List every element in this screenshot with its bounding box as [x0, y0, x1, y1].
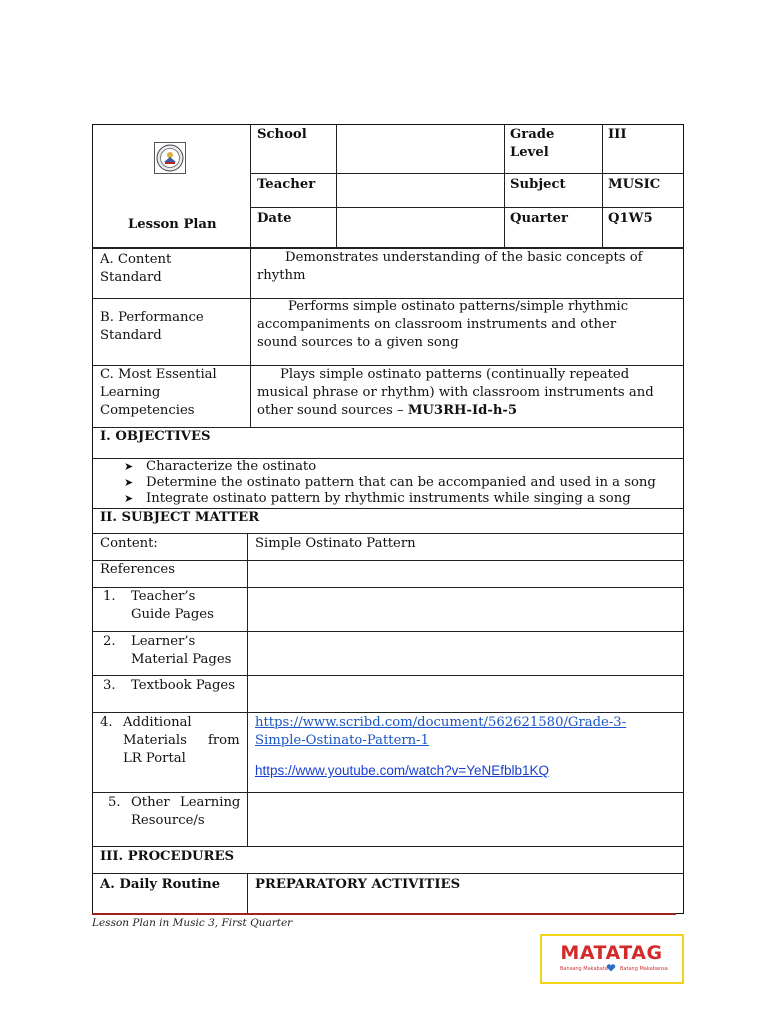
footer-text: Lesson Plan in Music 3, First Quarter: [92, 917, 293, 929]
content-standard-text-2: rhythm: [257, 268, 306, 283]
logo-tagline-right: Batang Makabansa: [620, 966, 668, 972]
melc-label-2: Learning: [100, 385, 161, 400]
scribd-link-continued[interactable]: Simple-Ostinato-Pattern-1: [255, 733, 430, 748]
olr-number: 5.: [108, 795, 121, 810]
col-divider: [247, 533, 248, 847]
col-divider: [250, 247, 251, 428]
col-divider: [247, 873, 248, 914]
additional-materials-from: from: [208, 733, 240, 748]
row-divider: [92, 873, 684, 874]
objective-item: ➤ Characterize the ostinato: [124, 459, 317, 474]
grade-label-level: Level: [510, 145, 549, 160]
row-divider: [92, 560, 684, 561]
content-standard-text: Demonstrates understanding of the basic concepts of: [285, 250, 643, 265]
objective-item: ➤ Determine the ostinato pattern that can be accompanied and used in a song: [124, 475, 656, 490]
subject-matter-heading: II. SUBJECT MATTER: [100, 510, 260, 525]
learners-material-label-2: Material Pages: [131, 652, 232, 667]
subject-label: Subject: [510, 177, 566, 192]
col-divider: [336, 124, 337, 248]
performance-standard-text: Performs simple ostinato patterns/simple rhythmic: [288, 299, 629, 314]
melc-label-3: Competencies: [100, 403, 195, 418]
arrow-bullet-icon: ➤: [124, 460, 134, 473]
other-learning-label-b: Learning: [180, 795, 241, 810]
performance-standard-text-2: accompaniments on classroom instruments and other: [257, 317, 617, 332]
am-number: 4.: [100, 715, 113, 730]
melc-label: C. Most Essential: [100, 367, 217, 382]
melc-text-3-prefix: other sound sources –: [257, 403, 408, 418]
teachers-guide-label-2: Guide Pages: [131, 607, 214, 622]
additional-materials-label: Additional: [123, 715, 192, 730]
youtube-link[interactable]: https://www.youtube.com/watch?v=YeNEfblb1KQ: [255, 763, 550, 778]
melc-text-3: [257, 402, 517, 420]
arrow-bullet-icon: ➤: [124, 476, 134, 489]
melc-text-2: musical phrase or rhythm) with classroom instruments and: [257, 385, 654, 400]
row-divider: [92, 675, 684, 676]
row-divider: [92, 846, 684, 847]
preparatory-activities-label: PREPARATORY ACTIVITIES: [255, 877, 461, 892]
col-divider: [504, 124, 505, 248]
row-divider: [92, 533, 684, 534]
grade-label: Grade: [510, 127, 555, 142]
date-label: Date: [257, 211, 292, 226]
daily-routine-label: A. Daily Routine: [100, 877, 221, 892]
heart-icon: [606, 964, 616, 972]
col-divider: [250, 124, 251, 248]
quarter-label: Quarter: [510, 211, 568, 226]
scribd-link[interactable]: https://www.scribd.com/document/562621580/Grade-3-: [255, 715, 627, 730]
subject-value: MUSIC: [608, 177, 661, 192]
melc-code: MU3RH-Id-h-5: [407, 403, 518, 418]
additional-materials-label-3: LR Portal: [123, 751, 186, 766]
col-divider: [602, 124, 603, 248]
matatag-logo: [540, 934, 684, 984]
footer-rule: [92, 913, 676, 915]
tg-number: 1.: [103, 589, 116, 604]
quarter-value: Q1W5: [608, 211, 653, 226]
performance-standard-label: B. Performance: [100, 310, 204, 325]
content-standard-label: A. Content: [100, 252, 172, 267]
row-divider: [92, 631, 684, 632]
content-value: Simple Ostinato Pattern: [255, 536, 416, 551]
arrow-bullet-icon: ➤: [124, 492, 134, 505]
lesson-plan-title: Lesson Plan: [128, 217, 217, 232]
logo-tagline-left: Bansang Makabata: [560, 966, 608, 972]
performance-standard-text-3: sound sources to a given song: [257, 335, 459, 350]
row-divider: [250, 173, 684, 174]
learners-material-label: Learner’s: [131, 634, 196, 649]
deped-seal-icon: [154, 142, 186, 174]
row-divider: [92, 792, 684, 793]
row-divider: [250, 207, 684, 208]
other-learning-label: Other: [131, 795, 170, 810]
lm-number: 2.: [103, 634, 116, 649]
school-label: School: [257, 127, 307, 142]
objectives-heading: I. OBJECTIVES: [100, 429, 211, 444]
tb-number: 3.: [103, 678, 116, 693]
grade-value: III: [608, 127, 627, 142]
references-label: References: [100, 562, 175, 577]
textbook-pages-label: Textbook Pages: [131, 678, 235, 693]
content-label: Content:: [100, 536, 158, 551]
objective-item: ➤ Integrate ostinato pattern by rhythmic instruments while singing a song: [124, 491, 631, 506]
row-divider: [92, 712, 684, 713]
melc-text: Plays simple ostinato patterns (continually repeated: [280, 367, 630, 382]
additional-materials-label-2: Materials: [123, 733, 187, 748]
performance-standard-label-2: Standard: [100, 328, 162, 343]
other-learning-label-2: Resource/s: [131, 813, 205, 828]
teacher-label: Teacher: [257, 177, 316, 192]
content-standard-label-2: Standard: [100, 270, 162, 285]
teachers-guide-label: Teacher’s: [131, 589, 196, 604]
procedures-heading: III. PROCEDURES: [100, 849, 235, 864]
matatag-wordmark: MATATAG: [560, 942, 663, 964]
